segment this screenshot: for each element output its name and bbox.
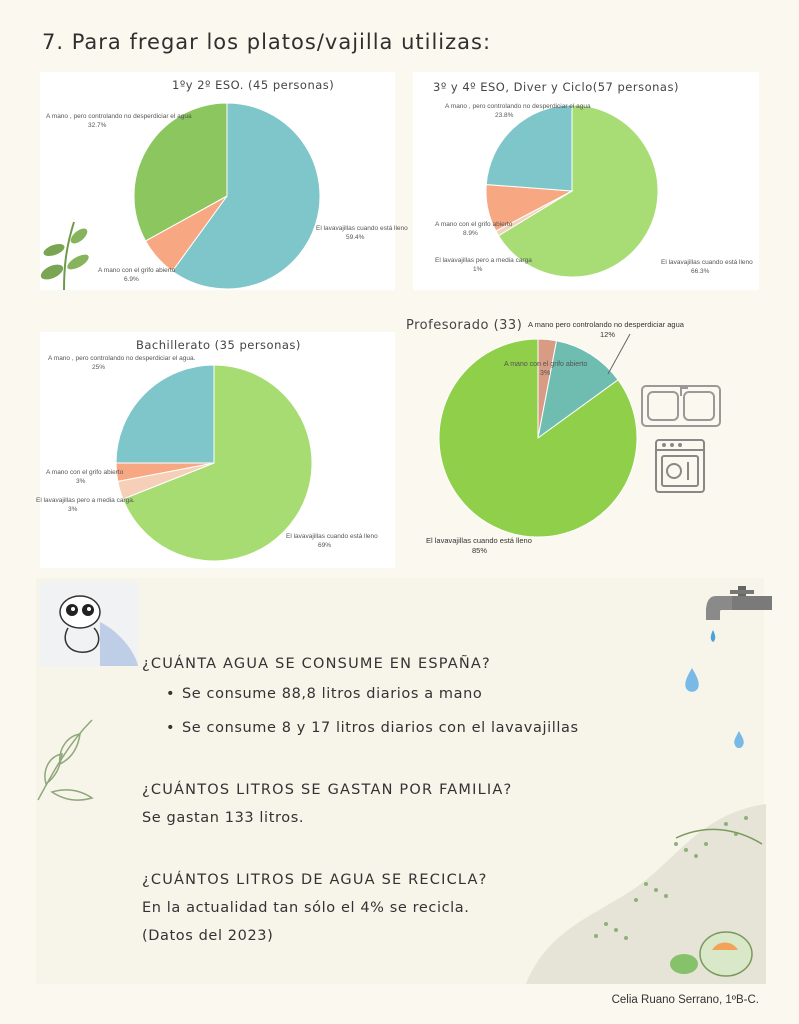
slice-label: A mano con el grifo abierto 3%: [504, 361, 588, 377]
answer-recycle: En la actualidad tan sólo el 4% se recicla.: [142, 900, 470, 916]
question-family: ¿CUÁNTOS LITROS SE GASTAN POR FAMILIA?: [142, 782, 513, 798]
slice-label: A mano , pero controlando no desperdiciar el agua 32.7%: [46, 113, 192, 129]
slice-label: El lavavajillas cuando está lleno 85%: [426, 536, 532, 555]
turtle-icon: [40, 582, 138, 666]
label-pointer: [608, 334, 630, 374]
signature: Celia Ruano Serrano, 1ºB-C.: [611, 994, 759, 1006]
question-recycle: ¿CUÁNTOS LITROS DE AGUA SE RECICLA?: [142, 872, 488, 888]
slice-label: El lavavajillas cuando está lleno 69%: [286, 533, 378, 549]
question-consumption: ¿CUÁNTA AGUA SE CONSUME EN ESPAÑA?: [142, 656, 491, 672]
faucet-icon: [702, 586, 772, 646]
list-item: • Se consume 88,8 litros diarios a mano: [182, 686, 482, 702]
slice-label: A mano con el grifo abierto 3%: [46, 469, 124, 485]
decorative-corner: [526, 804, 766, 984]
slice-label: A mano , pero controlando no desperdiciar el agua 23.8%: [445, 103, 591, 119]
chart-title: 3º y 4º ESO, Diver y Ciclo(57 personas): [433, 80, 679, 94]
slice-label: El lavavajillas cuando está lleno 59.4%: [316, 225, 408, 241]
chart-title: Profesorado (33): [406, 318, 523, 333]
slice-label: A mano , pero controlando no desperdiciar el agua. 25%: [48, 355, 196, 371]
sink-icon: [640, 384, 722, 428]
slice-label: A mano con el grifo abierto 8.9%: [435, 221, 513, 237]
chart-panel-eso34: [413, 72, 759, 290]
water-drop-icon: [682, 666, 702, 694]
pie-chart: [400, 312, 770, 562]
chart-title: Bachillerato (35 personas): [136, 338, 301, 352]
leaf-icon: [32, 714, 102, 804]
slice-label: El lavavajillas pero a media carga 1%: [435, 257, 532, 273]
chart-panel-bachillerato: [36, 332, 395, 568]
list-item: • Se consume 8 y 17 litros diarios con el lavavajillas: [182, 720, 579, 736]
chart-panel-eso12: [40, 72, 408, 290]
page-title: 7. Para fregar los platos/vajilla utilizas:: [42, 30, 492, 54]
leaf-icon: [34, 212, 94, 292]
chart-panel-profesorado: [400, 312, 770, 562]
pie-slice: [116, 365, 214, 463]
chart-title: 1ºy 2º ESO. (45 personas): [172, 78, 335, 92]
answer-recycle-note: (Datos del 2023): [142, 928, 274, 944]
answer-family: Se gastan 133 litros.: [142, 810, 305, 826]
slice-label: El lavavajillas cuando está lleno 66.3%: [661, 259, 753, 275]
slice-label: El lavavajillas pero a media carga. 3%: [36, 497, 135, 513]
slice-label: A mano con el grifo abierto 6.9%: [98, 267, 176, 283]
dishwasher-icon: [654, 438, 706, 494]
info-section: [36, 578, 764, 984]
slice-label: A mano pero controlando no desperdiciar agua 12%: [528, 320, 684, 339]
water-drop-icon: [732, 730, 746, 750]
